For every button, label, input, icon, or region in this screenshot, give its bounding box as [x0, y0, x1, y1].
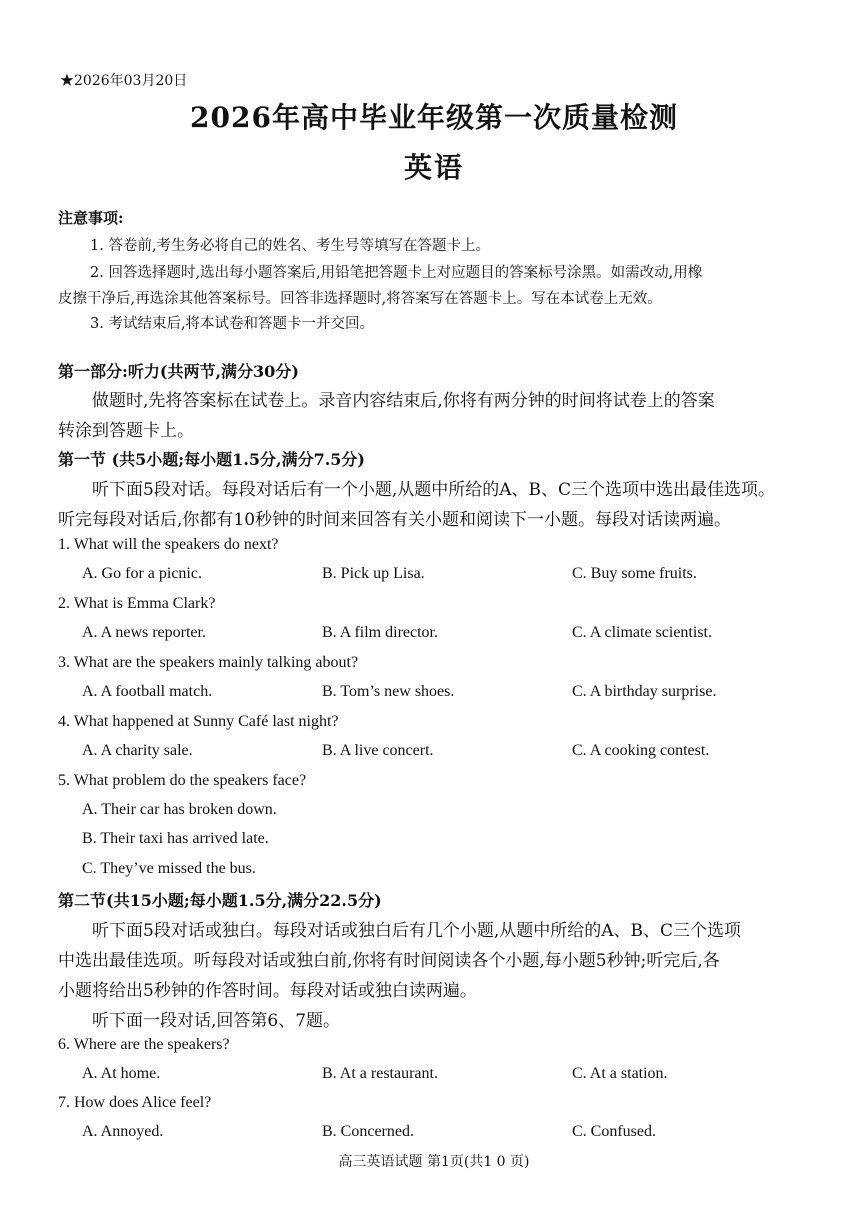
- option-b: B. A live concert.: [322, 742, 434, 759]
- option-a: A. A charity sale.: [82, 742, 193, 759]
- question-stem: 3. What are the speakers mainly talking about?: [58, 654, 359, 671]
- option-a: A. Their car has broken down.: [82, 801, 277, 818]
- part1-intro-line: 做题时,先将答案标在试卷上。录音内容结束后,你将有两分钟的时间将试卷上的答案: [92, 391, 715, 411]
- question-stem: 2. What is Emma Clark?: [58, 595, 216, 612]
- option-c: C. Buy some fruits.: [572, 565, 697, 582]
- notice-heading: 注意事项:: [58, 209, 124, 227]
- part1-heading: 第一部分:听力(共两节,满分30分): [58, 362, 299, 381]
- part1-intro-line: 转涂到答题卡上。: [58, 421, 194, 441]
- page-title: 2026年高中毕业年级第一次质量检测: [190, 101, 678, 134]
- section2-intro-line: 小题将给出5秒钟的作答时间。每段对话或独白读两遍。: [58, 981, 477, 1001]
- notice-line: 1. 答卷前,考生务必将自己的姓名、考生号等填写在答题卡上。: [90, 238, 491, 254]
- option-b: B. Their taxi has arrived late.: [82, 830, 269, 847]
- dialog-intro: 听下面一段对话,回答第6、7题。: [92, 1011, 341, 1031]
- subject-title: 英语: [403, 151, 464, 184]
- option-b: B. Pick up Lisa.: [322, 565, 425, 582]
- question-stem: 6. Where are the speakers?: [58, 1036, 230, 1053]
- section1-intro-line: 听完每段对话后,你都有10秒钟的时间来回答有关小题和阅读下一小题。每段对话读两遍。: [58, 510, 732, 530]
- question-stem: 7. How does Alice feel?: [58, 1094, 212, 1111]
- option-b: B. A film director.: [322, 624, 438, 641]
- page-footer: 高三英语试题 第1页(共1 0 页): [338, 1154, 530, 1170]
- option-c: C. They’ve missed the bus.: [82, 860, 256, 877]
- option-a: A. A football match.: [82, 683, 213, 700]
- option-c: C. A cooking contest.: [572, 742, 710, 759]
- notice-line: 2. 回答选择题时,选出每小题答案后,用铅笔把答题卡上对应题目的答案标号涂黑。如需改动,用橡: [90, 265, 703, 281]
- section2-intro-line: 中选出最佳选项。听每段对话或独白前,你将有时间阅读各个小题,每小题5秒钟;听完后,各: [58, 951, 720, 971]
- option-a: A. Annoyed.: [82, 1123, 164, 1140]
- question-stem: 1. What will the speakers do next?: [58, 536, 279, 553]
- question-stem: 5. What problem do the speakers face?: [58, 772, 307, 789]
- option-c: C. A birthday surprise.: [572, 683, 717, 700]
- section2-intro-line: 听下面5段对话或独白。每段对话或独白后有几个小题,从题中所给的A、B、C三个选项: [92, 921, 741, 941]
- option-c: C. Confused.: [572, 1123, 656, 1140]
- section2-heading: 第二节(共15小题;每小题1.5分,满分22.5分): [58, 891, 382, 910]
- section1-intro-line: 听下面5段对话。每段对话后有一个小题,从题中所给的A、B、C三个选项中选出最佳选项。: [92, 480, 775, 500]
- question-stem: 4. What happened at Sunny Café last night?: [58, 713, 339, 730]
- option-c: C. At a station.: [572, 1065, 668, 1082]
- option-a: A. A news reporter.: [82, 624, 206, 641]
- notice-line: 3. 考试结束后,将本试卷和答题卡一并交回。: [90, 316, 375, 332]
- option-b: B. At a restaurant.: [322, 1065, 438, 1082]
- exam-date: ★2026年03月20日: [60, 73, 188, 89]
- option-b: B. Tom’s new shoes.: [322, 683, 455, 700]
- option-c: C. A climate scientist.: [572, 624, 712, 641]
- option-a: A. Go for a picnic.: [82, 565, 202, 582]
- notice-line: 皮擦干净后,再选涂其他答案标号。回答非选择题时,将答案写在答题卡上。写在本试卷上无效。: [58, 291, 662, 307]
- option-b: B. Concerned.: [322, 1123, 414, 1140]
- option-a: A. At home.: [82, 1065, 161, 1082]
- section1-heading: 第一节 (共5小题;每小题1.5分,满分7.5分): [58, 450, 365, 469]
